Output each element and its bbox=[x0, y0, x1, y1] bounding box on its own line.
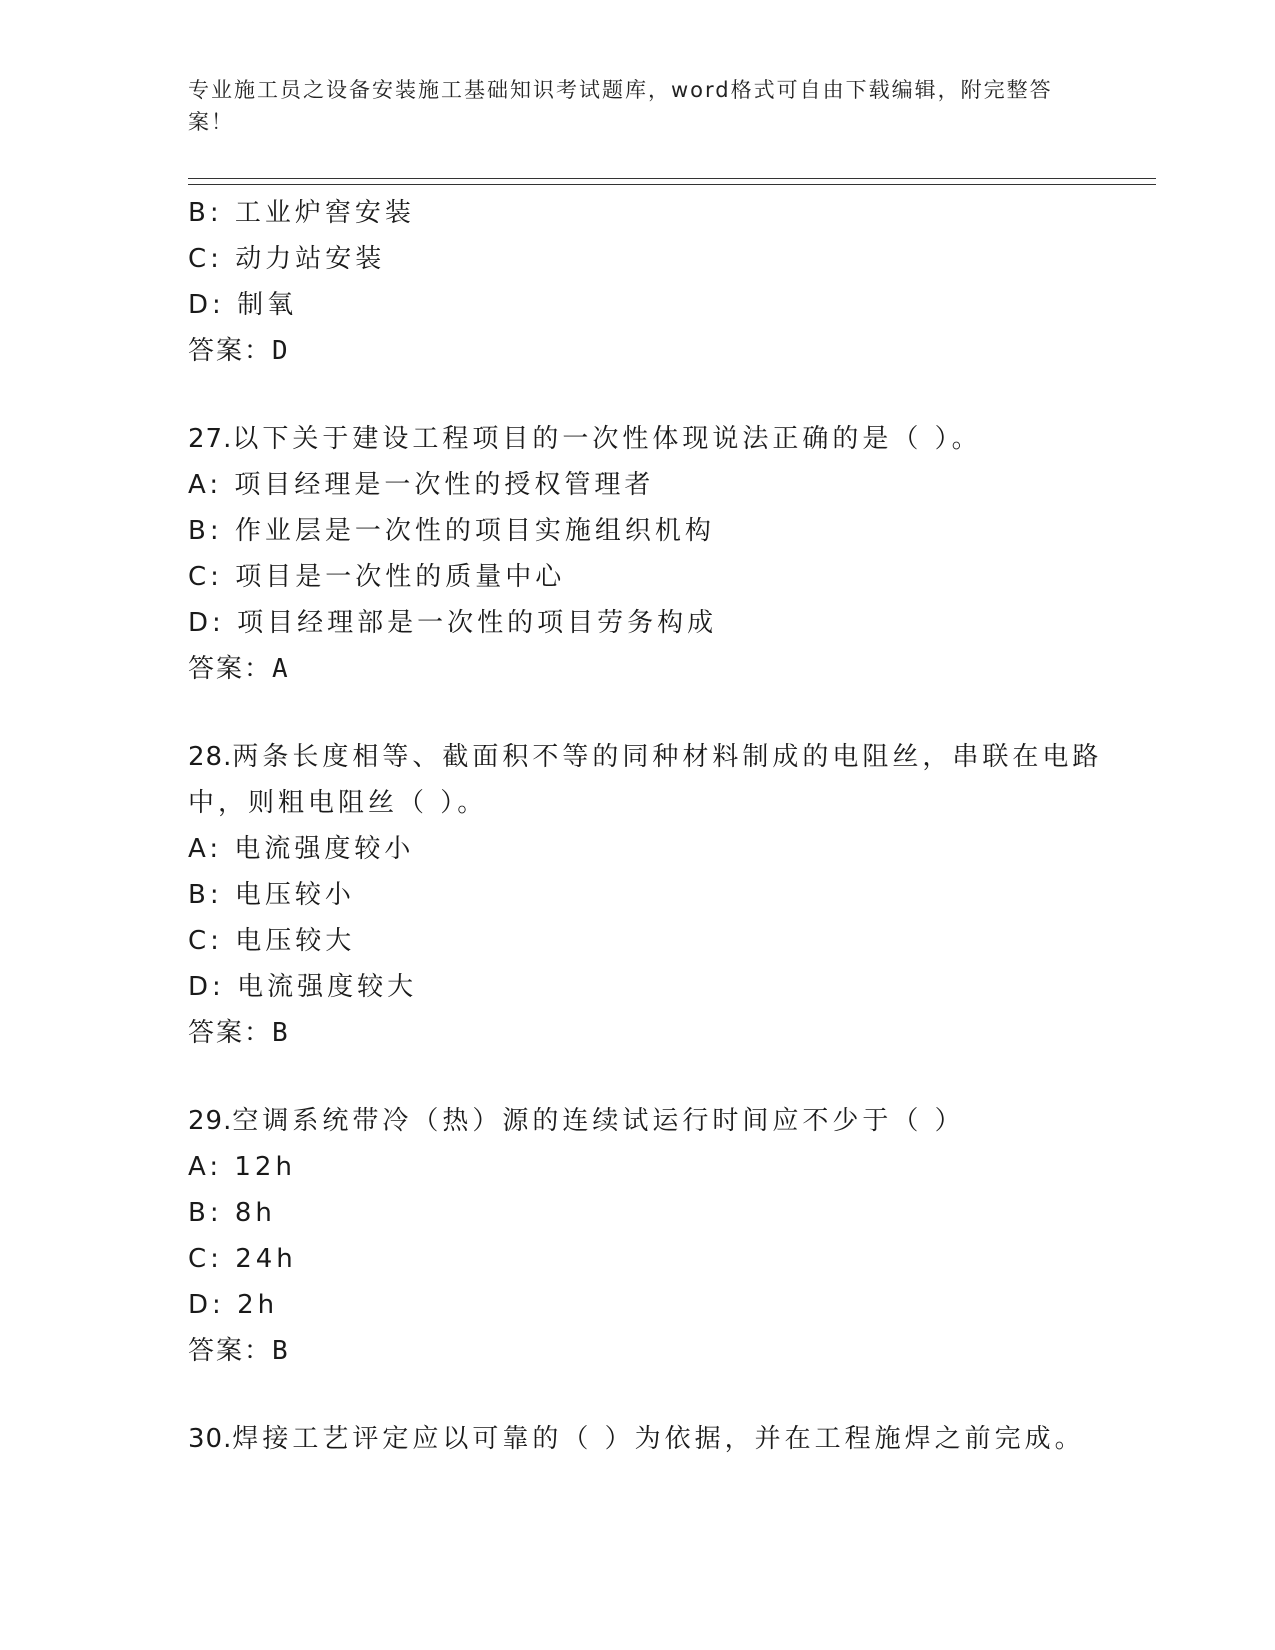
option-b: B: 作业层是一次性的项目实施组织机构 bbox=[188, 516, 715, 546]
option-c: C: 电压较大 bbox=[188, 926, 356, 956]
option-d: D: 2h bbox=[188, 1290, 279, 1320]
question-30 bbox=[188, 1416, 1148, 1462]
option-a: A: 12h bbox=[188, 1152, 296, 1182]
question-stem: 30.焊接工艺评定应以可靠的（ ）为依据，并在工程施焊之前完成。 bbox=[188, 1424, 1085, 1454]
option-c: C: 动力站安装 bbox=[188, 244, 386, 274]
question-stem-continued: 中，则粗电阻丝（ ）。 bbox=[188, 788, 488, 818]
answer-line: 答案：D bbox=[188, 336, 290, 366]
option-a: A: 项目经理是一次性的授权管理者 bbox=[188, 470, 655, 500]
question-stem: 29.空调系统带冷（热）源的连续试运行时间应不少于（ ） bbox=[188, 1106, 965, 1136]
option-a: A: 电流强度较小 bbox=[188, 834, 415, 864]
option-b: B: 电压较小 bbox=[188, 880, 355, 910]
question-28 bbox=[188, 734, 1148, 1056]
option-d: D: 项目经理部是一次性的项目劳务构成 bbox=[188, 608, 718, 638]
option-c: C: 项目是一次性的质量中心 bbox=[188, 562, 566, 592]
option-b: B: 8h bbox=[188, 1198, 276, 1228]
answer-line: 答案：B bbox=[188, 1336, 290, 1366]
header-divider bbox=[188, 178, 1156, 185]
question-stem: 28.两条长度相等、截面积不等的同种材料制成的电阻丝，串联在电路 bbox=[188, 742, 1103, 772]
question-29 bbox=[188, 1098, 1148, 1374]
question-list bbox=[188, 190, 1148, 1462]
question-27 bbox=[188, 416, 1148, 692]
option-d: D: 制氧 bbox=[188, 290, 298, 320]
partial-question bbox=[188, 190, 1148, 374]
answer-line: 答案：A bbox=[188, 654, 290, 684]
option-b: B: 工业炉窖安装 bbox=[188, 198, 415, 228]
question-stem: 27.以下关于建设工程项目的一次性体现说法正确的是（ ）。 bbox=[188, 424, 982, 454]
option-d: D: 电流强度较大 bbox=[188, 972, 418, 1002]
option-c: C: 24h bbox=[188, 1244, 297, 1274]
page-header-title: 专业施工员之设备安装施工基础知识考试题库，word格式可自由下载编辑，附完整答案！ bbox=[188, 78, 1053, 134]
answer-line: 答案：B bbox=[188, 1018, 290, 1048]
